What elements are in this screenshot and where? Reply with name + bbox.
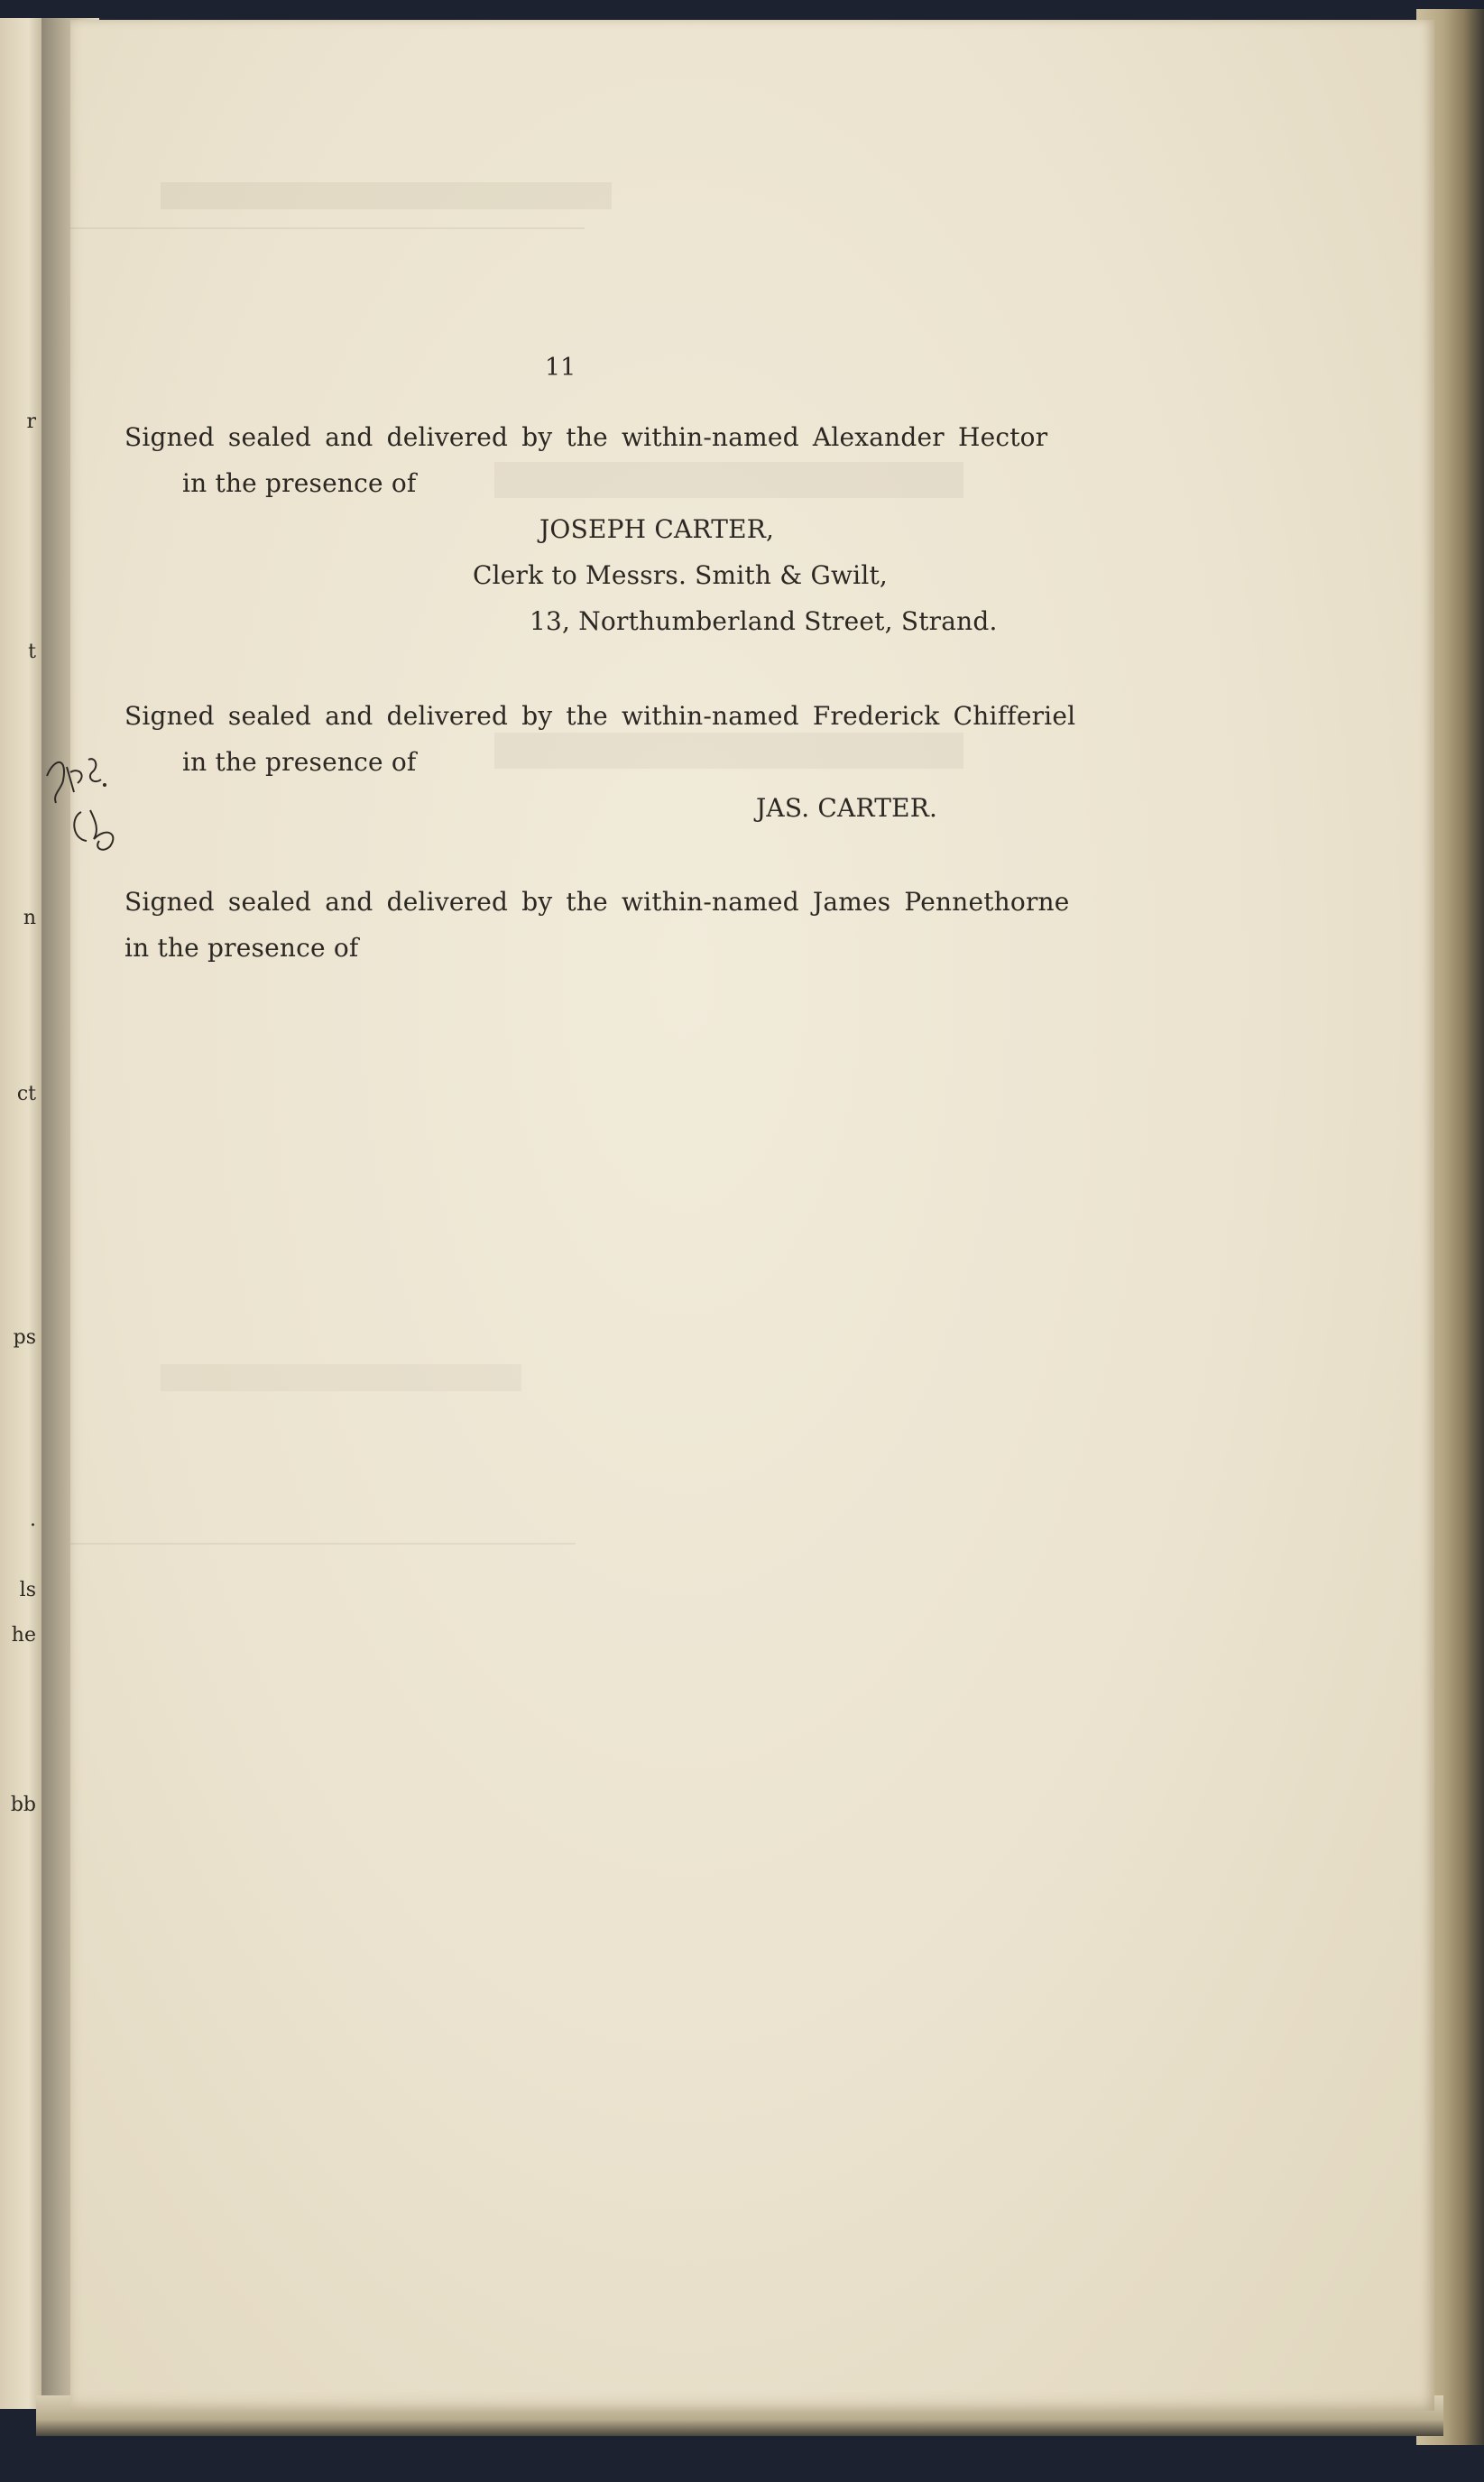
margin-fragment: ps [13, 1326, 36, 1349]
presence-line: in the presence of [182, 468, 417, 498]
witness-name: JOSEPH CARTER, [539, 514, 775, 544]
bleed-through-rule [70, 1543, 576, 1545]
bleed-through-mark [494, 462, 963, 498]
witness-name: JAS. CARTER. [756, 793, 938, 823]
margin-fragment: ct [16, 1083, 36, 1105]
page-number: 11 [545, 354, 576, 382]
presence-line: in the presence of [124, 933, 359, 963]
signature-clause: Signed sealed and delivered by the within-named Frederick Chifferiel [124, 701, 1076, 731]
margin-fragment: t [28, 641, 36, 663]
signature-clause: Signed sealed and delivered by the within-named Alexander Hector [124, 422, 1048, 452]
bleed-through-mark [161, 182, 612, 209]
bleed-through-rule [70, 227, 585, 229]
bleed-through-mark [161, 1364, 521, 1391]
margin-fragment: n [23, 907, 36, 929]
presence-line: in the presence of [182, 747, 417, 777]
margin-fragment: . [30, 1509, 36, 1531]
margin-fragment: he [11, 1624, 36, 1647]
margin-fragment: r [26, 411, 36, 433]
handwritten-annotation [36, 740, 135, 866]
margin-fragment: bb [10, 1794, 36, 1816]
bleed-through-mark [494, 733, 963, 769]
signature-clause: Signed sealed and delivered by the within-named James Pennethorne [124, 887, 1070, 917]
witness-occupation: Clerk to Messrs. Smith & Gwilt, [473, 560, 889, 590]
facing-page-edge [0, 18, 47, 2409]
margin-fragment: ls [19, 1579, 36, 1601]
witness-address: 13, Northumberland Street, Strand. [530, 606, 998, 636]
document-page [70, 20, 1434, 2411]
